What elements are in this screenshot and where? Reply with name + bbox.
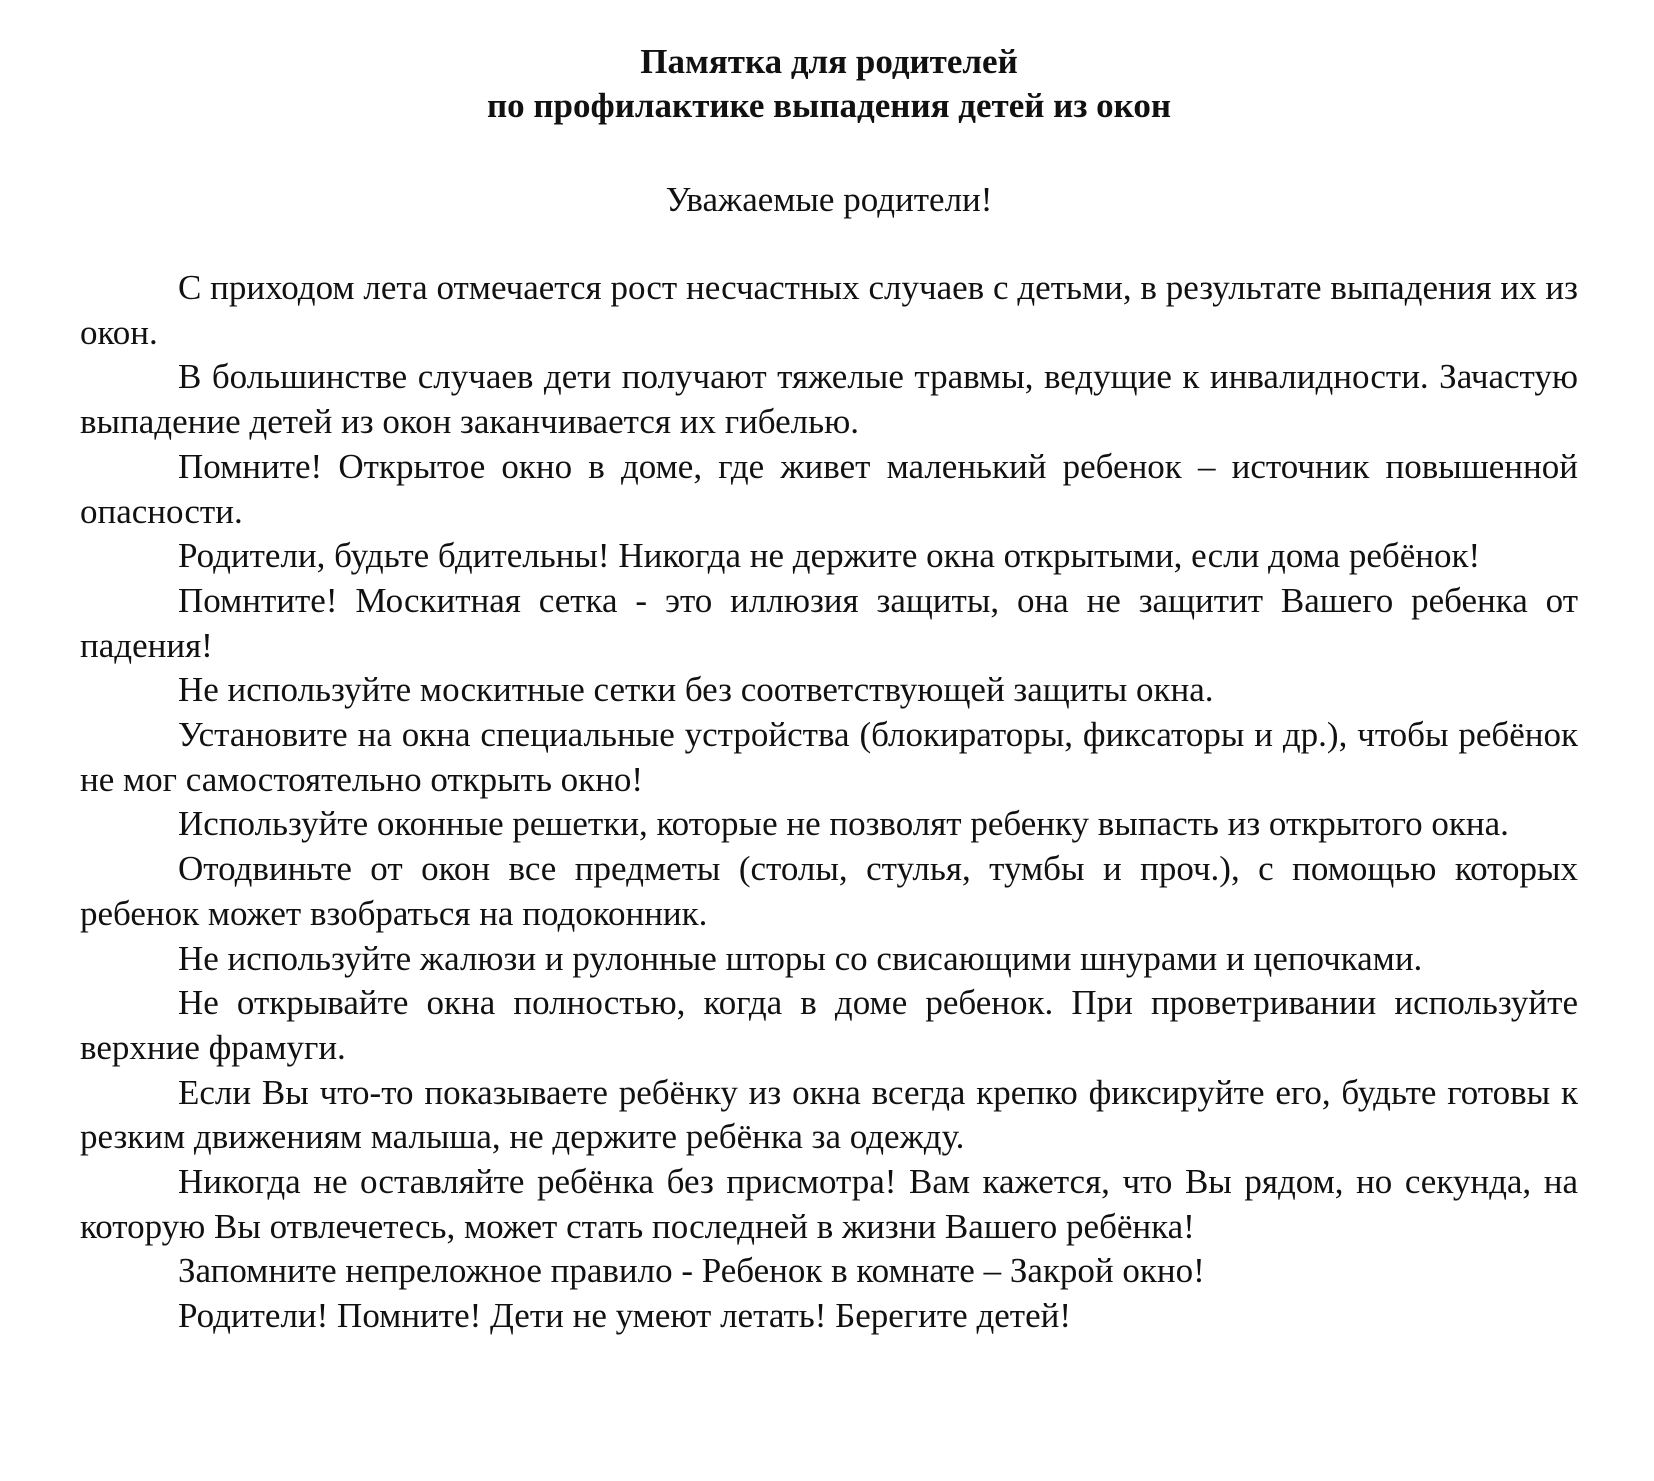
paragraph: Родители, будьте бдительны! Никогда не держите окна открытыми, если дома ребёнок! (178, 536, 1481, 576)
paragraph: Помнтите! Москитная сетка - это иллюзия защиты, она не защитит Вашего ребенка от падения! (80, 580, 1578, 665)
paragraph: Родители! Помните! Дети не умеют летать! Берегите детей! (178, 1296, 1071, 1336)
paragraph: С приходом лета отмечается рост несчастных случаев с детьми, в результате выпадения их из окон. (80, 268, 1578, 352)
title-line-2: по профилактике выпадения детей из окон (486, 86, 1172, 125)
title-line-1: Памятка для родителей (640, 42, 1018, 81)
paragraph: Установите на окна специальные устройства (блокираторы, фиксаторы и др.), чтобы ребёнок не мог самостоятельно открыть окно! (80, 715, 1578, 799)
paragraph: Не открывайте окна полностью, когда в доме ребенок. При проветривании используйте верхние фрамуги. (80, 983, 1578, 1067)
paragraph: Помните! Открытое окно в доме, где живет маленький ребенок – источник повышенной опасности. (80, 446, 1578, 531)
paragraph: Запомните непреложное правило - Ребенок в комнате – Закрой окно! (178, 1251, 1205, 1291)
paragraph: Отодвиньте от окон все предметы (столы, стулья, тумбы и проч.), с помощью которых ребенок может взобраться на подоконник. (80, 849, 1578, 933)
document-page (80, 40, 1578, 1339)
paragraph: Не используйте жалюзи и рулонные шторы со свисающими шнурами и цепочками. (178, 938, 1423, 978)
document-title (80, 40, 1578, 128)
paragraph: Если Вы что-то показываете ребёнку из окна всегда крепко фиксируйте его, будьте готовы к резким движениям малыша, не держите ребёнка за одежду. (80, 1072, 1578, 1157)
paragraph: Используйте оконные решетки, которые не позволят ребенку выпасть из открытого окна. (178, 804, 1509, 844)
document-body (80, 266, 1578, 1339)
paragraph: Никогда не оставляйте ребёнка без присмотра! Вам кажется, что Вы рядом, но секунда, на которую Вы отвлечетесь, может стать последней в жизни Вашего ребёнка! (80, 1162, 1578, 1246)
paragraph: Не используйте москитные сетки без соответствующей защиты окна. (178, 670, 1214, 710)
paragraph: В большинстве случаев дети получают тяжелые травмы, ведущие к инвалидности. Зачастую выпадение детей из окон заканчивается их гибелью. (80, 357, 1578, 442)
greeting: Уважаемые родители! (665, 180, 993, 219)
